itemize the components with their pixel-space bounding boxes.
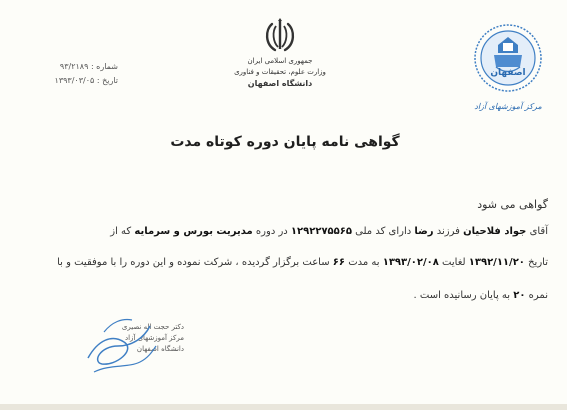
course-label: در دوره bbox=[255, 226, 288, 237]
intro-text: گواهی می شود bbox=[477, 198, 548, 211]
duration-label: به مدت bbox=[348, 257, 380, 268]
date-prefix: تاریخ bbox=[528, 257, 548, 268]
emblem-caption bbox=[228, 56, 332, 89]
signer-university: دانشگاه اصفهان bbox=[136, 345, 184, 353]
signer-name: دکتر حجت اله نصیری bbox=[121, 323, 184, 331]
bottom-border bbox=[0, 404, 567, 410]
course-hours: ۶۶ bbox=[332, 257, 345, 268]
number-value: ۹۳/۲۱۸۹ bbox=[59, 62, 89, 71]
reference-date bbox=[46, 76, 118, 85]
student-name: جواد فلاحیان bbox=[463, 226, 527, 237]
date-label: تاریخ : bbox=[96, 76, 118, 85]
father-name: رضا bbox=[414, 226, 434, 237]
line3-rest: به پایان رسانیده است . bbox=[413, 290, 511, 301]
score-value: ۲۰ bbox=[513, 290, 526, 301]
number-label: شماره : bbox=[90, 62, 118, 71]
iran-emblem-icon bbox=[263, 18, 297, 54]
course-start-date: ۱۳۹۲/۱۱/۲۰ bbox=[468, 257, 525, 268]
reference-number bbox=[46, 62, 118, 71]
line1-suffix: که از bbox=[110, 226, 132, 237]
prefix-text: آقای bbox=[529, 226, 548, 237]
emblem-line-3: دانشگاه اصفهان bbox=[247, 79, 313, 88]
national-id-label: دارای کد ملی bbox=[355, 226, 412, 237]
score-label: نمره bbox=[528, 290, 548, 301]
body-line-1 bbox=[20, 226, 548, 237]
page-title: گواهی نامه پایان دوره کوتاه مدت bbox=[170, 134, 400, 150]
logo-caption: مرکز آموزشهای آزاد bbox=[474, 102, 542, 111]
logo-word: اصفهان bbox=[490, 68, 526, 78]
emblem-line-1: جمهوری اسلامی ایران bbox=[247, 57, 313, 65]
father-label: فرزند bbox=[436, 226, 460, 237]
body-line-2 bbox=[20, 257, 548, 268]
body-line-3 bbox=[20, 290, 548, 301]
date-value: ۱۳۹۳/۰۳/۰۵ bbox=[54, 76, 95, 85]
line2-rest: ساعت برگزار گردیده ، شرکت نموده و این دوره را با موفقیت و با bbox=[57, 257, 330, 268]
to-label: لغایت bbox=[442, 257, 466, 268]
university-logo-icon bbox=[472, 22, 544, 94]
emblem-line-2: وزارت علوم، تحقیقات و فناوری bbox=[234, 68, 326, 76]
national-id: ۱۲۹۲۲۷۵۵۶۵ bbox=[290, 226, 352, 237]
signature-scribble-icon bbox=[82, 306, 162, 380]
signer-unit: مرکز آموزشهای آزاد bbox=[124, 334, 184, 342]
course-end-date: ۱۳۹۳/۰۲/۰۸ bbox=[382, 257, 439, 268]
course-name: مدیریت بورس و سرمایه bbox=[134, 226, 253, 237]
